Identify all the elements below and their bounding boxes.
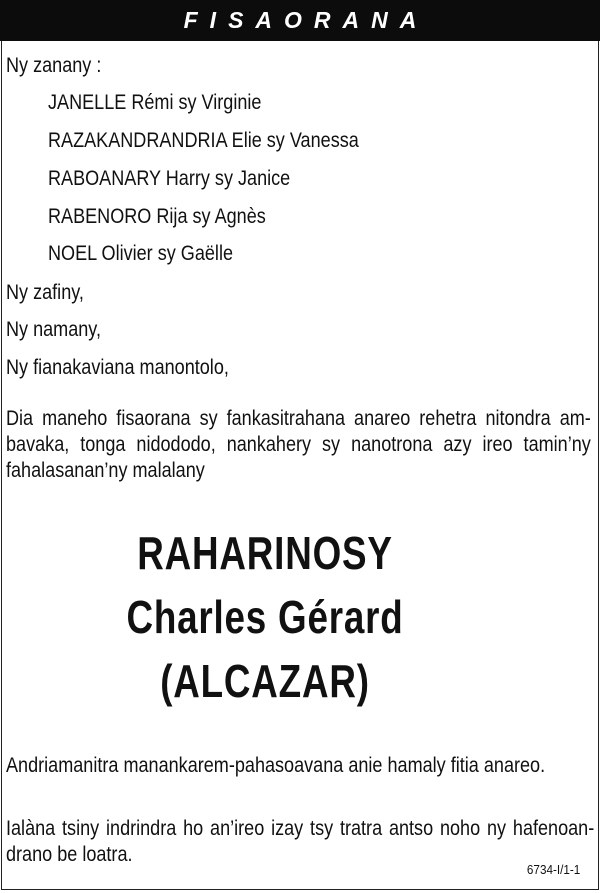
deceased-given-names: Charles Gérard bbox=[126, 591, 404, 643]
family-line: Ny fianakaviana manontolo, bbox=[6, 356, 229, 379]
deceased-alias: (ALCAZAR) bbox=[160, 655, 370, 707]
child-entry: JANELLE Rémi sy Virginie bbox=[48, 91, 262, 114]
closing-paragraph: Andriamanitra manankarem-pahasoavana anie hamaly fitia anareo. bbox=[6, 754, 546, 777]
family-line: Ny namany, bbox=[6, 318, 102, 341]
thanks-paragraph: Dia maneho fisaorana sy fankasitrahana anareo rehetra nitondra am-bavaka, tonga nidododo, nankahery sy nanotrona azy ireo tamin’ny fahalasanan’ny malalany bbox=[6, 407, 591, 482]
child-entry: RAZAKANDRANDRIA Elie sy Vanessa bbox=[48, 129, 359, 152]
closing-paragraph: Ialàna tsiny indrindra ho an’ireo izay tsy tratra antso noho ny hafenoan-drano be loatra. bbox=[6, 817, 595, 866]
deceased-surname: RAHARINOSY bbox=[137, 527, 393, 579]
header-title: FISAORANA bbox=[183, 7, 429, 33]
child-entry: RABOANARY Harry sy Janice bbox=[48, 167, 291, 190]
intro-label: Ny zanany : bbox=[6, 54, 102, 77]
child-entry: NOEL Olivier sy Gaëlle bbox=[48, 242, 234, 265]
family-line: Ny zafiny, bbox=[6, 281, 84, 304]
notice-header bbox=[0, 0, 600, 41]
child-entry: RABENORO Rija sy Agnès bbox=[48, 205, 266, 228]
reference-code: 6734-I/1-1 bbox=[526, 862, 580, 877]
